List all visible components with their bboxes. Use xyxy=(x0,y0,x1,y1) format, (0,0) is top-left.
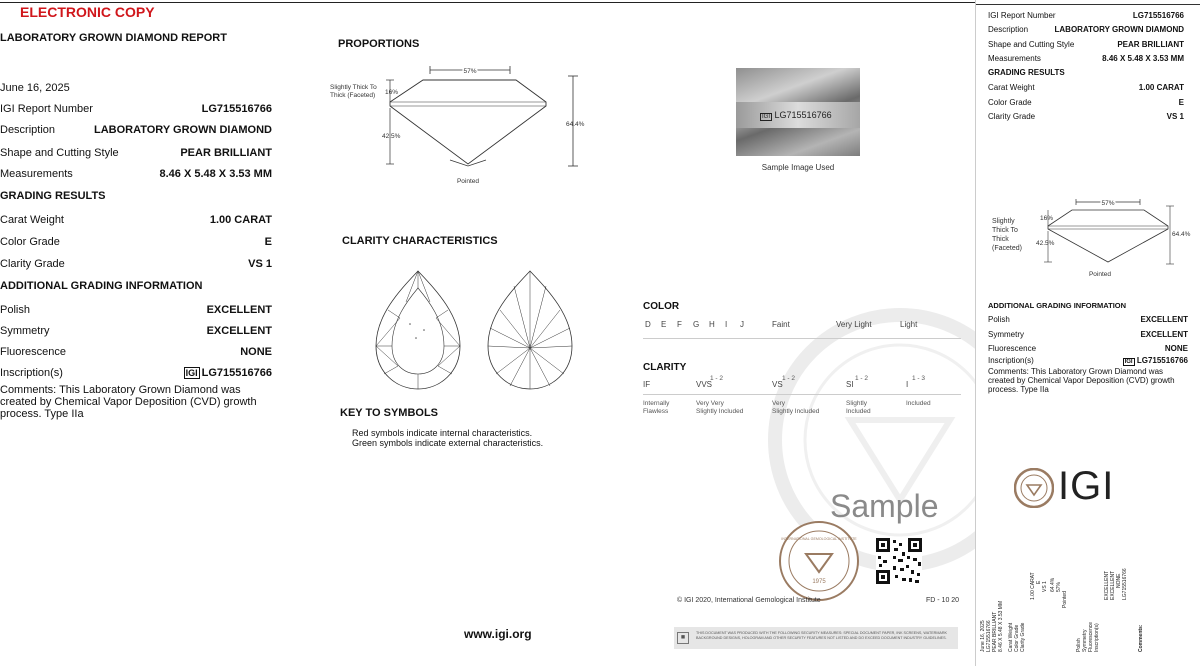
right-value-measurements: 8.46 X 5.48 X 3.53 MM xyxy=(1102,54,1184,63)
proportion-table-label: 57% xyxy=(463,68,477,75)
clarity-characteristics-title: CLARITY CHARACTERISTICS xyxy=(342,235,498,247)
color-group-faint: Faint xyxy=(772,320,790,329)
copyright-text: © IGI 2020, International Gemological Institute xyxy=(677,597,821,604)
right-top-line xyxy=(976,4,1200,5)
igi-inscription-icon: IGI xyxy=(762,114,771,120)
left-label-color: Color Grade xyxy=(0,236,60,248)
left-value-description: LABORATORY GROWN DIAMOND xyxy=(93,124,272,136)
grading-results-title: GRADING RESULTS xyxy=(0,190,106,202)
right-label-measurements: Measurements xyxy=(988,54,1041,63)
clarity-sup-si: 1 - 2 xyxy=(855,375,869,382)
left-value-polish: EXCELLENT xyxy=(206,304,272,316)
igi-seal-icon xyxy=(778,520,860,602)
right-label-color: Color Grade xyxy=(988,98,1032,107)
key-to-symbols-title: KEY TO SYMBOLS xyxy=(340,407,439,419)
strip-value-inscription: LG715516766 xyxy=(1122,568,1128,600)
clarity-grade-if: IF xyxy=(643,380,651,389)
left-value-color: E xyxy=(264,236,272,248)
sample-image-caption: Sample Image Used xyxy=(761,163,835,172)
left-comments: Comments: This Laboratory Grown Diamond was created by Chemical Vapor Deposition (CVD) growth process. Type IIa xyxy=(0,384,257,420)
proportion-depth-label: 64.4% xyxy=(566,121,585,128)
right-label-description: Description xyxy=(988,25,1029,34)
strip-comments-1: Comments: xyxy=(1138,624,1144,652)
right-proportion-crown: 16% xyxy=(1040,215,1054,222)
strip-label-symmetry: Symmetry xyxy=(1082,629,1088,652)
right-label-report-number: IGI Report Number xyxy=(988,11,1056,20)
security-notice-box xyxy=(674,627,958,649)
right-label-fluorescence: Fluorescence xyxy=(988,344,1037,353)
clarity-grade-i: I xyxy=(906,380,909,389)
right-label-shape: Shape and Cutting Style xyxy=(988,40,1075,49)
clarity-scale-line xyxy=(643,394,961,395)
lock-icon: ■ xyxy=(677,632,689,644)
right-value-clarity: VS 1 xyxy=(1166,112,1184,121)
clarity-scale-title: CLARITY xyxy=(643,362,687,373)
proportions-title: PROPORTIONS xyxy=(338,38,420,50)
right-value-carat: 1.00 CARAT xyxy=(1138,83,1184,92)
right-value-symmetry: EXCELLENT xyxy=(1140,330,1188,339)
left-value-measurements: 8.46 X 5.48 X 3.53 MM xyxy=(159,168,272,180)
right-value-description: LABORATORY GROWN DIAMOND xyxy=(1054,25,1184,34)
clarity-grade-vvs: VVS xyxy=(696,380,713,389)
left-label-description: Description xyxy=(0,124,56,136)
left-label-shape: Shape and Cutting Style xyxy=(0,147,119,159)
seal-year: 1975 xyxy=(812,579,826,585)
strip-value-color: E xyxy=(1036,580,1042,584)
clarity-desc-vs-2: Slightly Included xyxy=(772,408,820,415)
right-girdle-line-3: Thick xyxy=(992,236,1009,243)
left-label-inscription: Inscription(s) xyxy=(0,367,63,379)
seal-institute-text: INTERNATIONAL GEMOLOGICAL INSTITUTE xyxy=(781,537,857,541)
right-igi-mini-icon: IGI xyxy=(1124,359,1133,365)
strip-culet: Pointed xyxy=(1062,591,1068,608)
igi-website-link[interactable]: www.igi.org xyxy=(464,627,532,641)
right-value-report-number: LG715516766 xyxy=(1132,11,1184,20)
clarity-plot-pavilion xyxy=(484,268,576,393)
right-proportion-culet: Pointed xyxy=(1088,271,1112,278)
left-value-fluorescence: NONE xyxy=(240,346,272,358)
right-girdle-line-1: Slightly xyxy=(992,218,1015,225)
clarity-desc-si-2: Included xyxy=(846,408,871,415)
right-grading-title: GRADING RESULTS xyxy=(988,68,1065,77)
right-value-fluorescence: NONE xyxy=(1164,344,1188,353)
clarity-desc-vs-1: Very xyxy=(772,400,786,407)
left-label-carat: Carat Weight xyxy=(0,214,64,226)
right-label-inscription: Inscription(s) xyxy=(988,356,1034,365)
key-red-text: Red symbols indicate internal characteristics. xyxy=(352,428,533,438)
strip-value-clarity: VS 1 xyxy=(1042,581,1048,592)
color-letter-h: H xyxy=(709,320,715,329)
clarity-desc-if-1: Internally xyxy=(643,400,670,407)
strip-value-symmetry: EXCELLENT xyxy=(1110,570,1116,600)
right-proportion-depth: 64.4% xyxy=(1172,231,1191,238)
right-proportion-table: 57% xyxy=(1101,200,1115,207)
report-date: June 16, 2025 xyxy=(0,82,70,94)
color-letter-d: D xyxy=(645,320,651,329)
right-value-inscription xyxy=(1100,356,1188,365)
color-group-very-light: Very Light xyxy=(836,320,872,329)
right-date xyxy=(988,0,1032,1)
strip-label-fluorescence: Fluorescence xyxy=(1088,621,1094,652)
proportion-crown-label: 16% xyxy=(385,89,399,96)
left-value-carat: 1.00 CARAT xyxy=(209,214,272,226)
right-proportions-diagram xyxy=(1030,194,1198,280)
color-letter-f: F xyxy=(677,320,682,329)
igi-logo-seal-icon xyxy=(1014,468,1054,508)
color-group-light: Light xyxy=(900,320,918,329)
left-value-shape: PEAR BRILLIANT xyxy=(180,147,272,159)
left-label-fluorescence: Fluorescence xyxy=(0,346,67,358)
clarity-desc-si-1: Slightly xyxy=(846,400,867,407)
color-letter-j: J xyxy=(740,320,744,329)
color-scale-title: COLOR xyxy=(643,301,680,312)
left-label-symmetry: Symmetry xyxy=(0,325,50,337)
proportion-pavilion-label: 42.5% xyxy=(382,133,401,140)
color-letter-i: I xyxy=(725,320,728,329)
clarity-desc-vvs-1: Very Very xyxy=(696,400,724,407)
report-title: LABORATORY GROWN DIAMOND REPORT xyxy=(0,32,227,44)
key-green-text: Green symbols indicate external characteristics. xyxy=(352,438,544,448)
sample-watermark: Sample xyxy=(830,488,939,524)
right-value-polish: EXCELLENT xyxy=(1140,315,1188,324)
proportion-girdle-label: Slightly Thick To Thick (Faceted) xyxy=(330,84,377,99)
clarity-grade-si: SI xyxy=(846,380,854,389)
clarity-sup-i: 1 - 3 xyxy=(912,375,926,382)
right-value-color: E xyxy=(1178,98,1184,107)
stone-profile-shape xyxy=(390,80,546,164)
strip-label-clarity: Clarity Grade xyxy=(1020,622,1026,652)
left-value-report-number: LG715516766 xyxy=(201,103,272,115)
form-code: FD - 10 20 xyxy=(926,597,960,604)
clarity-sup-vs: 1 - 2 xyxy=(782,375,796,382)
right-label-symmetry: Symmetry xyxy=(988,330,1024,339)
strip-depth: 64.4% xyxy=(1050,577,1056,592)
proportion-culet-label: Pointed xyxy=(456,178,480,185)
security-notice-text: THIS DOCUMENT WAS PRODUCED WITH THE FOLLOWING SECURITY MEASURES: SPECIAL DOCUMENT PAPER, INK SCREENS, WATERMARK BACKGROUND DESIGNS, HOLOGRAM AND OTHER SECURITY FEATURES NOT LISTED AND DO EXCEED DOCUMENT INDUSTRY GUIDELINES. xyxy=(696,631,947,640)
clarity-grade-vs: VS xyxy=(772,380,783,389)
strip-value-fluorescence: NONE xyxy=(1116,573,1122,588)
qr-code xyxy=(876,538,922,584)
igi-logo-text: IGI xyxy=(1058,464,1115,508)
strip-report-number: LG715516766 xyxy=(986,620,992,652)
left-inscription-text: LG715516766 xyxy=(201,367,272,379)
strip-label-polish: Polish xyxy=(1076,638,1082,652)
strip-measurements: 8.46 X 5.48 X 3.53 MM xyxy=(998,600,1004,652)
clarity-desc-if-2: Flawless xyxy=(643,408,669,415)
rotated-summary-strip xyxy=(976,548,1198,654)
left-label-measurements: Measurements xyxy=(0,168,73,180)
clarity-plot-crown xyxy=(372,268,464,393)
top-border-line xyxy=(0,2,975,3)
right-value-shape: PEAR BRILLIANT xyxy=(1117,40,1184,49)
right-comments: Comments: This Laboratory Grown Diamond was created by Chemical Vapor Deposition (CVD) growth process. Type IIa xyxy=(988,367,1175,394)
igi-mini-logo-icon: IGI xyxy=(185,368,198,378)
right-girdle-line-4: (Faceted) xyxy=(992,245,1022,252)
right-proportion-pavilion: 42.5% xyxy=(1036,240,1055,247)
sample-image-inscription xyxy=(760,110,832,120)
left-value-inscription xyxy=(120,367,272,379)
left-value-symmetry: EXCELLENT xyxy=(206,325,272,337)
right-additional-title: ADDITIONAL GRADING INFORMATION xyxy=(988,301,1127,310)
right-label-clarity: Clarity Grade xyxy=(988,112,1036,121)
left-label-report-number: IGI Report Number xyxy=(0,103,93,115)
strip-label-inscription: Inscription(s) xyxy=(1094,623,1100,652)
color-scale-line xyxy=(643,338,961,339)
color-letter-e: E xyxy=(661,320,667,329)
right-girdle-line-2: Thick To xyxy=(992,227,1018,234)
strip-label-carat: Carat Weight xyxy=(1008,622,1014,652)
color-letter-g: G xyxy=(693,320,700,329)
left-value-clarity: VS 1 xyxy=(248,258,272,270)
clarity-desc-i-1: Included xyxy=(906,400,931,407)
additional-grading-title: ADDITIONAL GRADING INFORMATION xyxy=(0,280,203,292)
proportions-diagram xyxy=(328,62,598,192)
strip-table: 57% xyxy=(1056,581,1062,592)
strip-label-color: Color Grade xyxy=(1014,624,1020,652)
clarity-desc-vvs-2: Slightly Included xyxy=(696,408,744,415)
right-inscription-text: LG715516766 xyxy=(1136,356,1188,365)
strip-value-carat: 1.00 CARAT xyxy=(1030,572,1036,600)
left-label-clarity: Clarity Grade xyxy=(0,258,65,270)
strip-value-polish: EXCELLENT xyxy=(1104,570,1110,600)
sample-inscription-text: LG715516766 xyxy=(774,110,832,120)
sample-image xyxy=(736,68,860,156)
right-label-carat: Carat Weight xyxy=(988,83,1035,92)
left-label-polish: Polish xyxy=(0,304,30,316)
strip-date: June 16, 2025 xyxy=(980,620,986,652)
strip-shape: PEAR BRILLIANT xyxy=(992,611,998,652)
electronic-copy-label: ELECTRONIC COPY xyxy=(20,4,155,20)
right-label-polish: Polish xyxy=(988,315,1010,324)
clarity-sup-vvs: 1 - 2 xyxy=(710,375,724,382)
